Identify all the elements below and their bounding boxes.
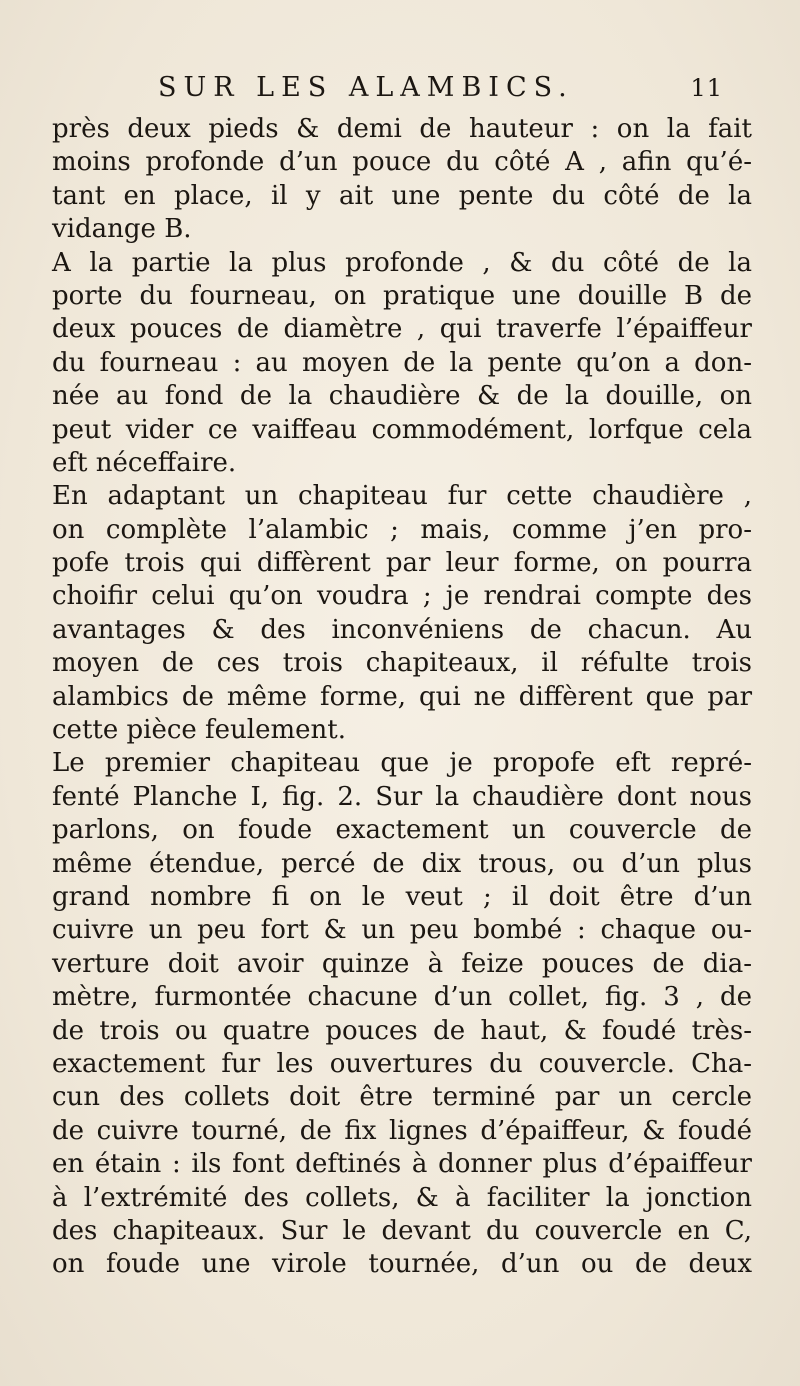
text-line: porte du fourneau, on pratique une douille B de bbox=[52, 280, 752, 311]
text-line: près deux pieds & demi de hauteur : on la fait bbox=[52, 114, 752, 144]
page-number: 11 bbox=[690, 74, 723, 102]
text-line: on foude une virole tournée, d’un ou de deux bbox=[52, 1249, 752, 1280]
text-line: vidange B. bbox=[52, 214, 192, 245]
text-line: fenté Planche I, fig. 2. Sur la chaudière dont nous bbox=[52, 781, 752, 812]
text-line: eft néceffaire. bbox=[52, 447, 237, 478]
running-title: SUR LES ALAMBICS. bbox=[158, 72, 574, 103]
text-line: à l’extrémité des collets, & à faciliter la jonction bbox=[52, 1182, 752, 1213]
text-line: exactement fur les ouvertures du couvercle. Cha- bbox=[52, 1048, 752, 1079]
page-header bbox=[158, 72, 723, 112]
text-line: Le premier chapiteau que je propofe eft repré- bbox=[52, 748, 752, 779]
text-line: même étendue, percé de dix trous, ou d’un plus bbox=[52, 848, 752, 879]
text-line: on complète l’alambic ; mais, comme j’en pro- bbox=[52, 514, 752, 545]
text-line: mètre, furmontée chacune d’un collet, fig. 3 , de bbox=[52, 982, 752, 1013]
text-line: parlons, on foude exactement un couvercle de bbox=[52, 815, 752, 846]
text-line: des chapiteaux. Sur le devant du couvercle en C, bbox=[52, 1215, 752, 1246]
text-line: choifir celui qu’on voudra ; je rendrai compte des bbox=[52, 581, 752, 612]
body-text bbox=[52, 113, 752, 1282]
text-line: cuivre un peu fort & un peu bombé : chaque ou- bbox=[52, 915, 752, 946]
text-line: moins profonde d’un pouce du côté A , afin qu’é- bbox=[52, 147, 752, 178]
text-line: A la partie la plus profonde , & du côté de la bbox=[52, 247, 752, 278]
text-line: grand nombre fi on le veut ; il doit être d’un bbox=[52, 881, 752, 912]
text-line: du fourneau : au moyen de la pente qu’on a don- bbox=[52, 347, 752, 378]
text-line: née au fond de la chaudière & de la douille, on bbox=[52, 381, 752, 412]
text-line: cun des collets doit être terminé par un cercle bbox=[52, 1082, 752, 1113]
text-line: pofe trois qui diffèrent par leur forme, on pourra bbox=[52, 548, 752, 579]
text-line: tant en place, il y ait une pente du côté de la bbox=[52, 180, 752, 211]
text-line: verture doit avoir quinze à feize pouces de dia- bbox=[52, 948, 752, 979]
text-line: de trois ou quatre pouces de haut, & foudé très- bbox=[52, 1015, 752, 1046]
text-line: avantages & des inconvéniens de chacun. Au bbox=[52, 614, 752, 645]
text-line: cette pièce feulement. bbox=[52, 715, 347, 746]
text-line: En adaptant un chapiteau fur cette chaudière , bbox=[52, 481, 752, 512]
text-line: deux pouces de diamètre , qui traverfe l’épaiffeur bbox=[52, 314, 752, 345]
text-line: alambics de même forme, qui ne diffèrent que par bbox=[52, 681, 752, 712]
text-line: de cuivre tourné, de fix lignes d’épaiffeur, & foudé bbox=[52, 1115, 752, 1146]
text-line: en étain : ils font deftinés à donner plus d’épaiffeur bbox=[52, 1149, 752, 1180]
text-line: peut vider ce vaiffeau commodément, lorfque cela bbox=[52, 414, 752, 445]
text-line: moyen de ces trois chapiteaux, il réfulte trois bbox=[52, 648, 752, 679]
